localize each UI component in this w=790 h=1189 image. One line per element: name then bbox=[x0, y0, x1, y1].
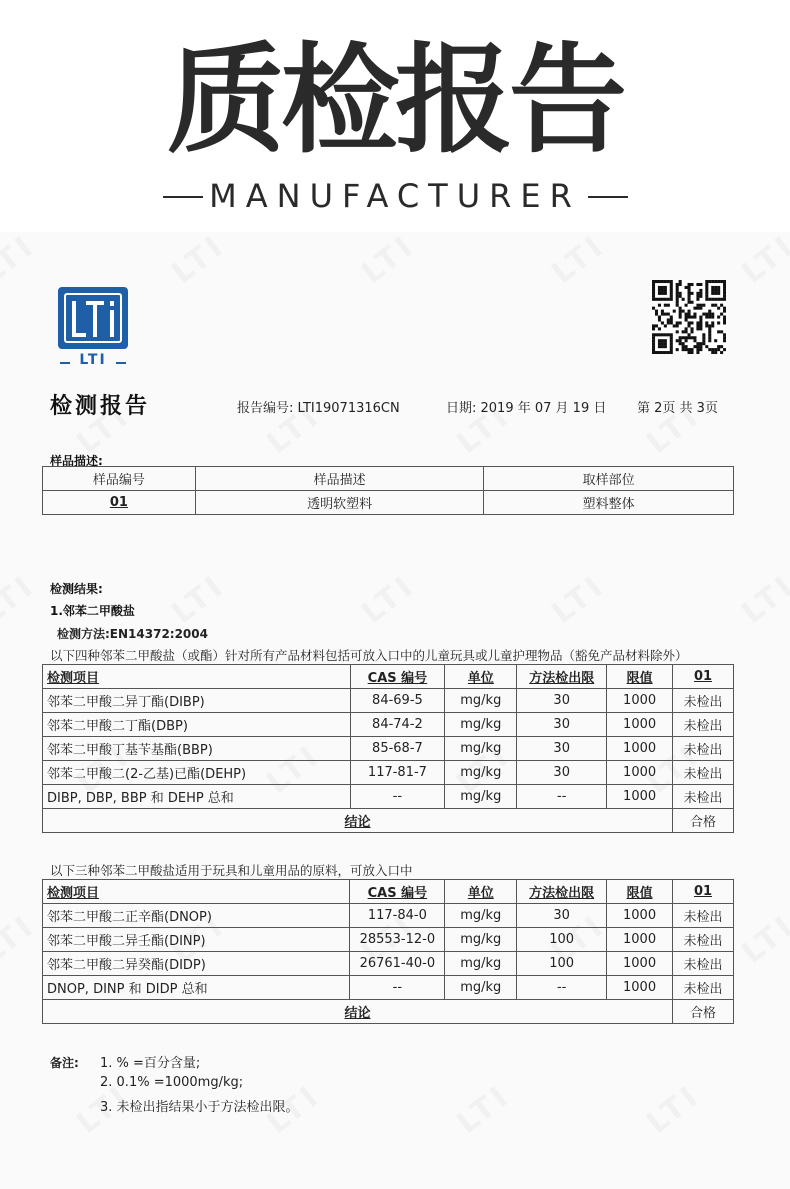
watermark-logo bbox=[0, 568, 42, 631]
watermark-logo bbox=[450, 1078, 517, 1141]
table-cell: 1000 bbox=[607, 785, 673, 809]
table-cell: 邻苯二甲酸二(2-乙基)已酯(DEHP) bbox=[43, 761, 351, 785]
table-cell: 邻苯二甲酸二异壬酯(DINP) bbox=[43, 928, 350, 952]
table-cell: 1000 bbox=[607, 952, 673, 976]
table-cell: 未检出 bbox=[673, 785, 734, 809]
phthalates-table-2 bbox=[42, 879, 734, 1024]
watermark-logo bbox=[735, 232, 790, 291]
table-cell: 28553-12-0 bbox=[350, 928, 445, 952]
conclusion-value: 合格 bbox=[673, 809, 734, 833]
notes-label: 备注: bbox=[50, 1056, 79, 1070]
watermark-logo bbox=[355, 568, 422, 631]
table-cell: 邻苯二甲酸二丁酯(DBP) bbox=[43, 713, 351, 737]
logo-divider-right bbox=[116, 362, 126, 364]
table-cell: 1000 bbox=[607, 713, 673, 737]
table-cell: 117-84-0 bbox=[350, 904, 445, 928]
table-cell: 未检出 bbox=[673, 952, 734, 976]
watermark-logo bbox=[165, 568, 232, 631]
table-cell: -- bbox=[350, 785, 445, 809]
note-item: 2. 0.1% =1000mg/kg; bbox=[100, 1075, 244, 1090]
column-header: CAS 编号 bbox=[350, 880, 445, 904]
table-cell: 邻苯二甲酸二正辛酯(DNOP) bbox=[43, 904, 350, 928]
table-cell: mg/kg bbox=[445, 928, 517, 952]
table-cell: -- bbox=[517, 976, 607, 1000]
table-cell: 1000 bbox=[607, 904, 673, 928]
table-row bbox=[43, 491, 734, 515]
table-cell: mg/kg bbox=[445, 976, 517, 1000]
table-cell: 未检出 bbox=[673, 737, 734, 761]
sample-label: 样品描述: bbox=[50, 454, 103, 468]
column-header: CAS 编号 bbox=[350, 665, 445, 689]
table-cell: DIBP, DBP, BBP 和 DEHP 总和 bbox=[43, 785, 351, 809]
conclusion-label: 结论 bbox=[43, 809, 673, 833]
table-cell: 1000 bbox=[607, 689, 673, 713]
table-cell: DNOP, DINP 和 DIDP 总和 bbox=[43, 976, 350, 1000]
table-cell: 30 bbox=[517, 713, 607, 737]
watermark-logo bbox=[0, 908, 42, 971]
table-row bbox=[43, 785, 734, 809]
table-cell: 1000 bbox=[607, 928, 673, 952]
table-cell: mg/kg bbox=[445, 785, 517, 809]
watermark-logo bbox=[735, 568, 790, 631]
conclusion-row bbox=[43, 809, 734, 833]
table-row bbox=[43, 713, 734, 737]
watermark-logo bbox=[640, 1078, 707, 1141]
conclusion-label: 结论 bbox=[43, 1000, 673, 1024]
table-cell: 117-81-7 bbox=[350, 761, 445, 785]
note-item: 3. 未检出指结果小于方法检出限。 bbox=[100, 1100, 299, 1115]
table-cell: 30 bbox=[517, 761, 607, 785]
table-cell: 30 bbox=[517, 737, 607, 761]
test-method: 检测方法:EN14372:2004 bbox=[57, 627, 208, 641]
column-header: 检测项目 bbox=[43, 880, 350, 904]
banner-title: 质检报告 bbox=[166, 31, 623, 169]
table-row bbox=[43, 976, 734, 1000]
table-row bbox=[43, 952, 734, 976]
table-cell: 26761-40-0 bbox=[350, 952, 445, 976]
table-row bbox=[43, 904, 734, 928]
table-cell: mg/kg bbox=[445, 904, 517, 928]
column-header: 检测项目 bbox=[43, 665, 351, 689]
table-cell: 100 bbox=[517, 928, 607, 952]
results-label: 检测结果: bbox=[50, 582, 103, 596]
table-cell: 邻苯二甲酸二异丁酯(DIBP) bbox=[43, 689, 351, 713]
table-cell: 84-69-5 bbox=[350, 689, 445, 713]
table2-intro: 以下三种邻苯二甲酸盐适用于玩具和儿童用品的原料，可放入口中 bbox=[50, 863, 413, 878]
table-cell: 未检出 bbox=[673, 689, 734, 713]
table-row bbox=[43, 928, 734, 952]
conclusion-value: 合格 bbox=[673, 1000, 734, 1024]
sample-id: 01 bbox=[43, 491, 196, 515]
table-cell: 84-74-2 bbox=[350, 713, 445, 737]
table-cell: 未检出 bbox=[673, 904, 734, 928]
column-header: 限值 bbox=[607, 880, 673, 904]
table-cell: 未检出 bbox=[673, 761, 734, 785]
subtitle-divider-right bbox=[588, 196, 628, 198]
table-cell: 85-68-7 bbox=[350, 737, 445, 761]
header-banner bbox=[0, 0, 790, 232]
table-cell: 30 bbox=[517, 689, 607, 713]
table-cell: mg/kg bbox=[445, 737, 517, 761]
column-header: 01 bbox=[673, 880, 734, 904]
watermark-logo bbox=[735, 908, 790, 971]
column-header: 单位 bbox=[445, 880, 517, 904]
banner-subtitle: MANUFACTURER bbox=[209, 177, 581, 215]
table-cell: 100 bbox=[517, 952, 607, 976]
phthalates-table-1 bbox=[42, 664, 734, 833]
watermark-logo bbox=[545, 232, 612, 291]
subtitle-divider-left bbox=[163, 196, 203, 198]
watermark-logo bbox=[0, 232, 42, 291]
column-header: 方法检出限 bbox=[517, 880, 607, 904]
qr-code-icon bbox=[652, 280, 726, 354]
table-cell: 未检出 bbox=[673, 928, 734, 952]
table-cell: 1000 bbox=[607, 976, 673, 1000]
page-count: 第 2页 共 3页 bbox=[637, 401, 718, 416]
table-header-row bbox=[43, 467, 734, 491]
table-cell: mg/kg bbox=[445, 713, 517, 737]
column-header: 限值 bbox=[607, 665, 673, 689]
watermark-logo bbox=[355, 232, 422, 291]
table-cell: 30 bbox=[517, 904, 607, 928]
column-header: 取样部位 bbox=[484, 467, 734, 491]
column-header: 样品描述 bbox=[195, 467, 484, 491]
table-cell: 邻苯二甲酸二异癸酯(DIDP) bbox=[43, 952, 350, 976]
table-cell: 邻苯二甲酸丁基苄基酯(BBP) bbox=[43, 737, 351, 761]
table-row bbox=[43, 689, 734, 713]
table-cell: mg/kg bbox=[445, 952, 517, 976]
report-title: 检测报告 bbox=[50, 394, 151, 419]
banner-subtitle-row bbox=[0, 176, 790, 216]
lti-logo-icon bbox=[58, 287, 128, 349]
sample-table bbox=[42, 466, 734, 515]
logo-text: LTI bbox=[79, 352, 107, 368]
table-cell: -- bbox=[350, 976, 445, 1000]
table-row bbox=[43, 737, 734, 761]
table-row bbox=[43, 761, 734, 785]
table1-intro: 以下四种邻苯二甲酸盐（或酯）针对所有产品材料包括可放入口中的儿童玩具或儿童护理物品（豁免产品材料除外） bbox=[50, 648, 688, 663]
sample-description: 透明软塑料 bbox=[195, 491, 484, 515]
table-cell: 1000 bbox=[607, 761, 673, 785]
table-cell: mg/kg bbox=[445, 689, 517, 713]
table-cell: 1000 bbox=[607, 737, 673, 761]
report-date: 日期: 2019 年 07 月 19 日 bbox=[446, 401, 607, 416]
watermark-logo bbox=[165, 232, 232, 291]
report-document bbox=[0, 232, 790, 1189]
column-header: 方法检出限 bbox=[517, 665, 607, 689]
table-header-row bbox=[43, 880, 734, 904]
table-cell: -- bbox=[517, 785, 607, 809]
column-header: 样品编号 bbox=[43, 467, 196, 491]
conclusion-row bbox=[43, 1000, 734, 1024]
column-header: 单位 bbox=[445, 665, 517, 689]
column-header: 01 bbox=[673, 665, 734, 689]
table-cell: 未检出 bbox=[673, 976, 734, 1000]
watermark-logo bbox=[545, 568, 612, 631]
note-item: 1. % =百分含量; bbox=[100, 1056, 201, 1071]
report-number: 报告编号: LTI19071316CN bbox=[237, 401, 400, 416]
table-cell: mg/kg bbox=[445, 761, 517, 785]
table-header-row bbox=[43, 665, 734, 689]
test-item-title: 1.邻苯二甲酸盐 bbox=[50, 604, 135, 618]
sample-location: 塑料整体 bbox=[484, 491, 734, 515]
table-cell: 未检出 bbox=[673, 713, 734, 737]
